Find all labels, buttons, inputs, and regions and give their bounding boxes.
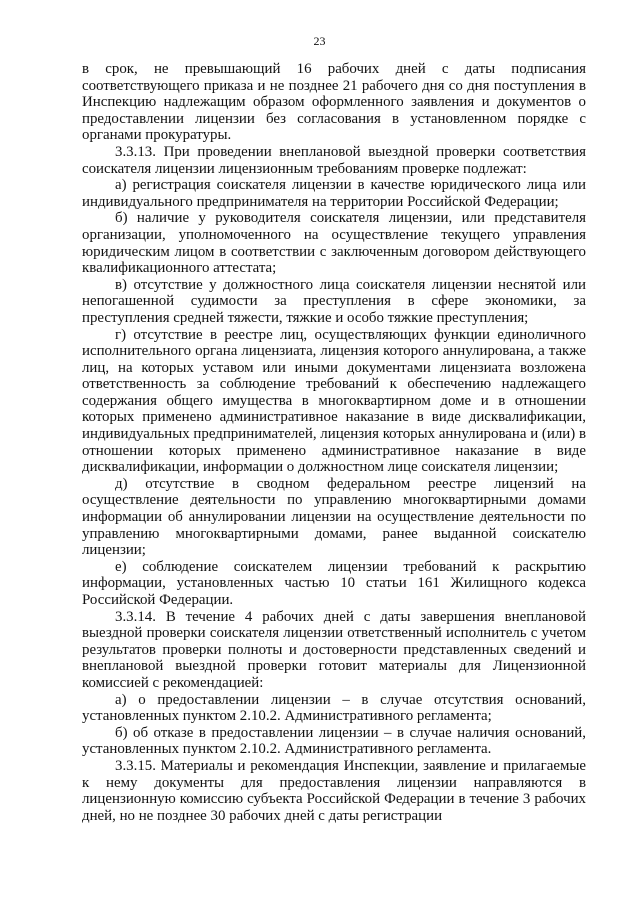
paragraph: г) отсутствие в реестре лиц, осуществляющих функции единоличного исполнительного органа лицензиата, лицензия которого аннулирована, а также лиц, на которых уставом или иными документами лицензиата возложена ответственность за соблюдение требований к обеспечению надлежащего содержания общего имущества в многоквартирном доме и в отношении которых применено административное наказание в виде дисквалификации, индивидуальных предпринимателей, лицензия которых аннулирована и (или) в отношении которых применено административное наказание в виде дисквалификации, информации о должностном лице соискателя лицензии; bbox=[82, 326, 586, 476]
paragraph: б) наличие у руководителя соискателя лицензии, или представителя организации, уполномоченного на осуществление текущего управления юридическим лицом в соответствии с заключенным договором действующего квалификационного аттестата; bbox=[82, 210, 586, 277]
paragraph: а) о предоставлении лицензии – в случае отсутствия оснований, установленных пунктом 2.10.2. Административного регламента; bbox=[82, 691, 586, 725]
paragraph: е) соблюдение соискателем лицензии требований к раскрытию информации, установленных частью 10 статьи 161 Жилищного кодекса Российской Федерации. bbox=[82, 558, 586, 608]
paragraph: в) отсутствие у должностного лица соискателя лицензии неснятой или непогашенной судимости за преступления в сфере экономики, за преступления средней тяжести, тяжкие и особо тяжкие преступления; bbox=[82, 276, 586, 326]
paragraph: в срок, не превышающий 16 рабочих дней с даты подписания соответствующего приказа и не позднее 21 рабочего дня со дня поступления в Инспекцию надлежащим образом оформленного заявления и документов о предоставлении лицензии без согласования в установленном порядке с органами прокуратуры. bbox=[82, 61, 586, 144]
paragraph: д) отсутствие в сводном федеральном реестре лицензий на осуществление деятельности по управлению многоквартирными домами информации об аннулировании лицензии на осуществление деятельности по управлению многоквартирными домами, ранее выданной соискателю лицензии; bbox=[82, 475, 586, 559]
paragraph: 3.3.13. При проведении внеплановой выездной проверки соответствия соискателя лицензии лицензионным требованиям проверке подлежат: bbox=[82, 143, 586, 177]
paragraph: 3.3.14. В течение 4 рабочих дней с даты завершения внеплановой выездной проверки соискателя лицензии ответственный исполнитель с учетом результатов проверки полноты и достоверности представленных сведений и внеплановой выездной проверки готовит материалы для Лицензионной комиссией с рекомендацией: bbox=[82, 608, 586, 691]
document-body bbox=[82, 61, 586, 824]
paragraph: 3.3.15. Материалы и рекомендация Инспекции, заявление и прилагаемые к нему документы для предоставления лицензии направляются в лицензионную комиссию субъекта Российской Федерации в течение 3 рабочих дней, но не позднее 30 рабочих дней с даты регистрации bbox=[82, 757, 586, 824]
paragraph: а) регистрация соискателя лицензии в качестве юридического лица или индивидуального предпринимателя на территории Российской Федерации; bbox=[82, 177, 586, 210]
page-number: 23 bbox=[313, 34, 326, 48]
paragraph: б) об отказе в предоставлении лицензии – в случае наличия оснований, установленных пунктом 2.10.2. Административного регламента. bbox=[82, 724, 586, 758]
